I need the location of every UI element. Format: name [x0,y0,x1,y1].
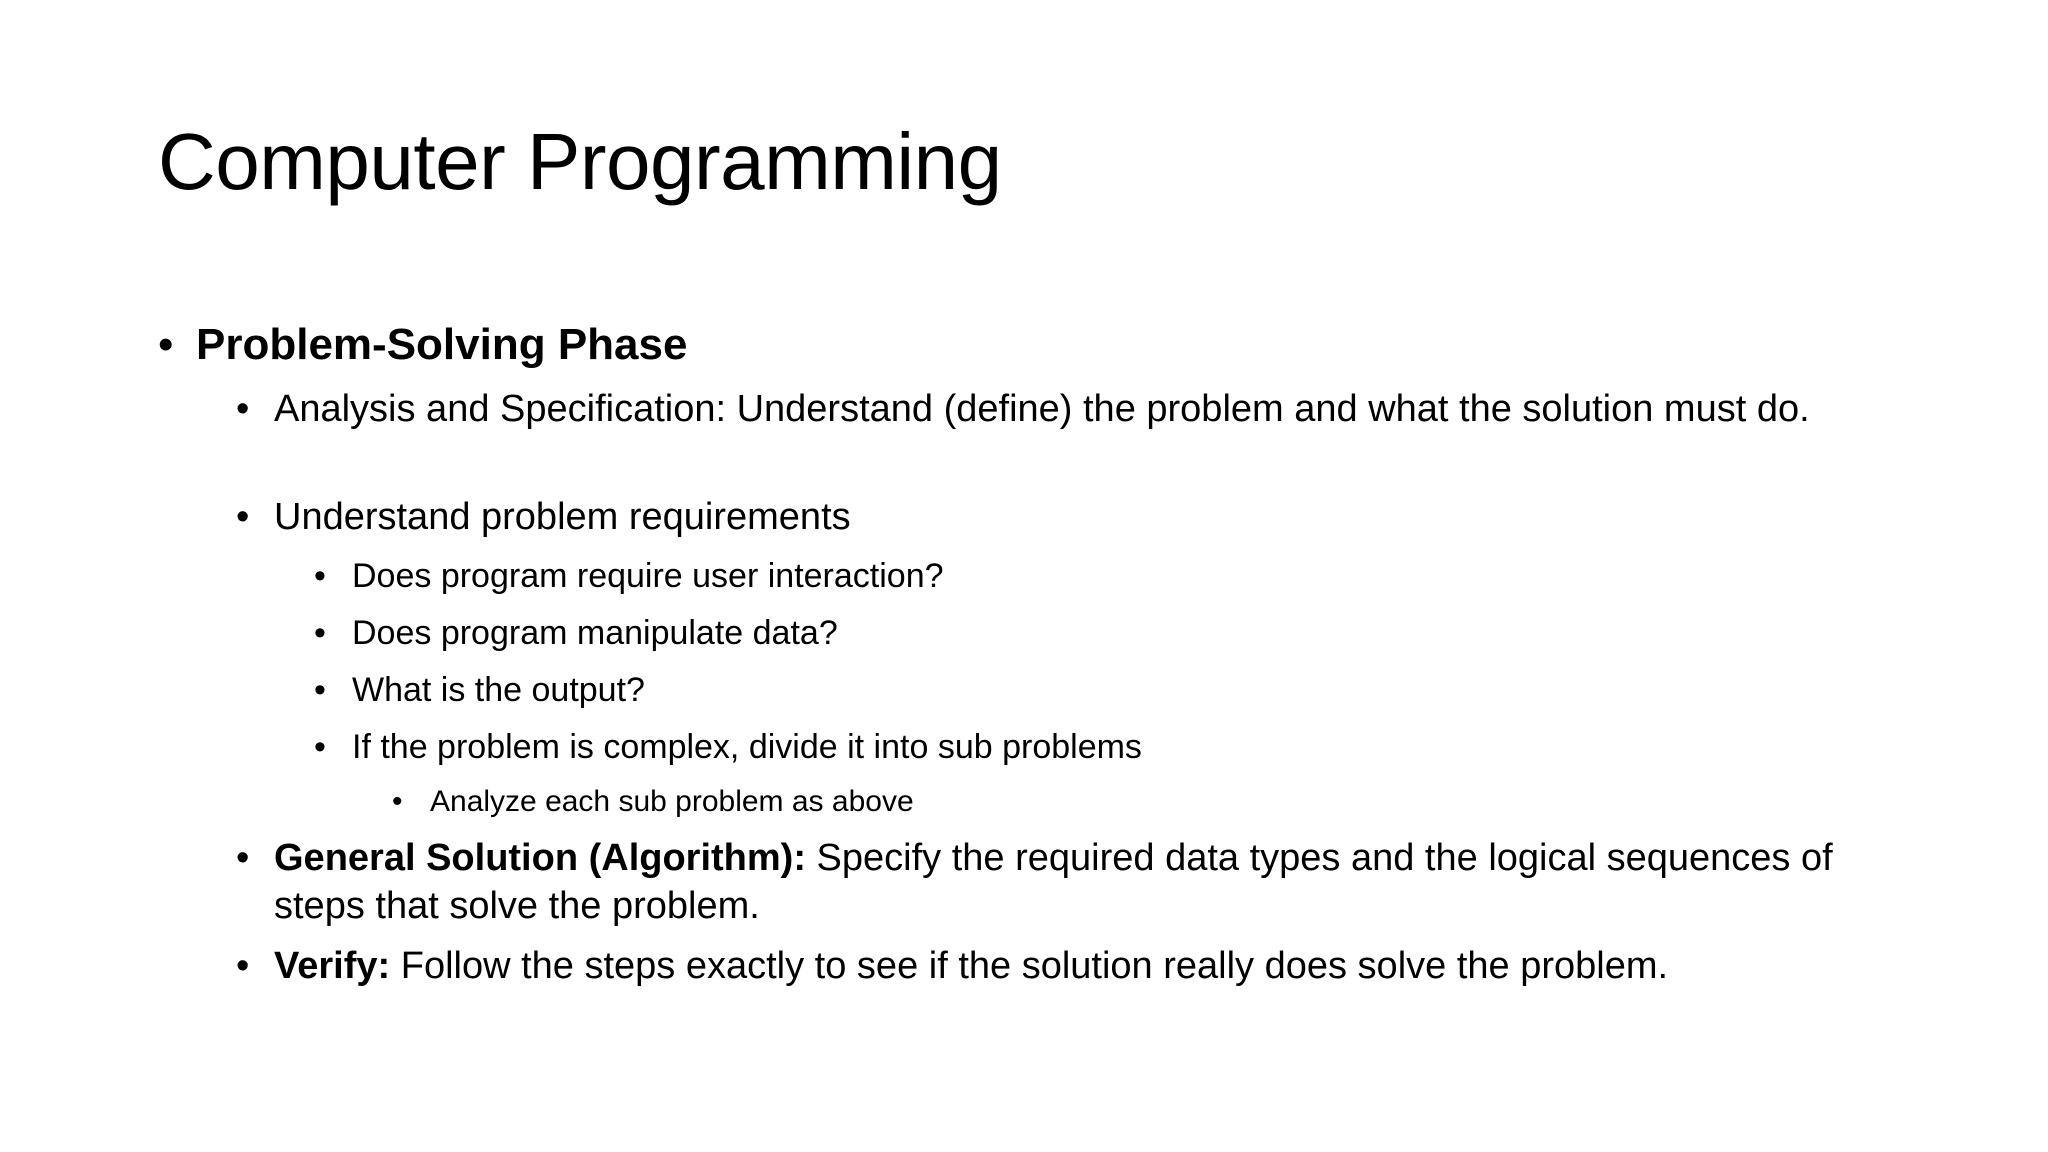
bullet-text: Does program manipulate data? [352,614,838,652]
bullet-icon: • [236,837,250,879]
bullet-text: Analysis and Specification: Understand (define) the problem and what the solution must do. [274,388,1810,430]
bullet-item-general-solution [0,834,2048,930]
bullet-text: Verify: Follow the steps exactly to see if the solution really does solve the problem. [274,945,1669,987]
bullet-icon: • [314,671,326,709]
bullet-item-divide-problem [0,725,2048,769]
bullet-icon: • [158,320,174,369]
bullet-item-analysis-specification [0,385,2048,481]
bullet-text: Problem-Solving Phase [196,320,688,369]
bullet-text: What is the output? [352,671,645,709]
bullet-icon: • [314,614,326,652]
bullet-item-problem-solving-phase [0,320,2048,370]
bullet-item-understand-requirements [0,493,2048,541]
slide-title: Computer Programming [158,117,1002,206]
bullet-text: Analyze each sub problem as above [430,785,914,818]
bullet-icon: • [236,388,250,430]
bullet-icon: • [236,496,250,538]
bullet-icon: • [314,728,326,766]
bullet-text: Does program require user interaction? [352,557,944,595]
bullet-icon: • [236,945,250,987]
bullet-icon: • [392,785,403,818]
bullet-text: If the problem is complex, divide it into sub problems [352,728,1142,766]
bullet-item-analyze-sub-problem [0,782,2048,822]
bullet-item-manipulate-data [0,611,2048,655]
bullet-icon: • [314,557,326,595]
bullet-text: General Solution (Algorithm): Specify the required data types and the logical sequences of steps that solve the problem. [274,837,1833,927]
bullet-item-user-interaction [0,554,2048,598]
bullet-item-output [0,668,2048,712]
bullet-item-verify [0,942,2048,990]
bullet-text: Understand problem requirements [274,496,851,538]
